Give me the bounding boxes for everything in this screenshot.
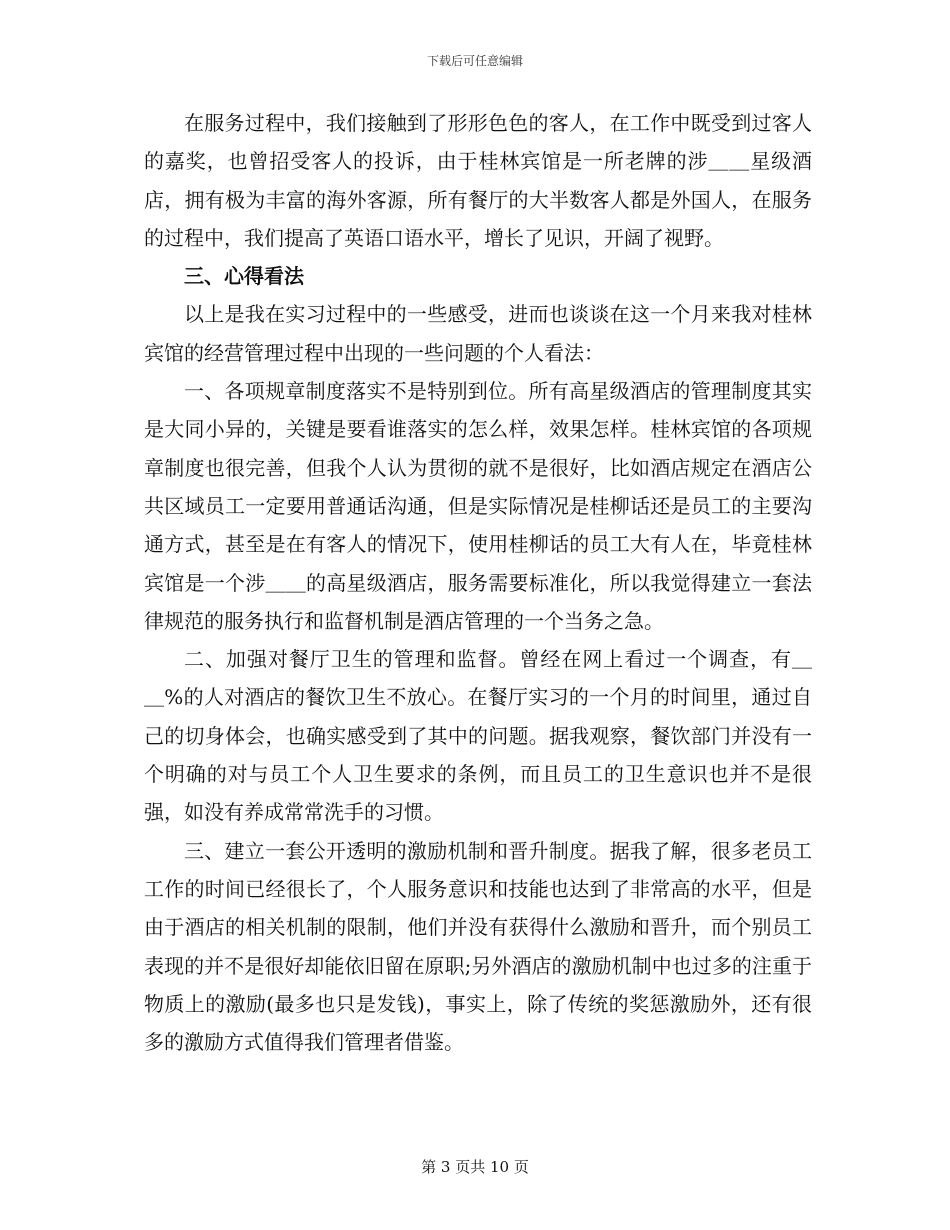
paragraph-incentive-mechanism: 三、建立一套公开透明的激励机制和晋升制度。据我了解，很多老员工工作的时间已经很长了，个人服务意识和技能也达到了非常高的水平，但是由于酒店的相关机制的限制，他们并没有获得什么激励和晋升，而个别员工表现的并不是很好却能依旧留在原职;另外酒店的激励机制中也过多的注重于物质上的激励(最多也只是发钱)，事实上，除了传统的奖惩激励外，还有很多的激励方式值得我们管理者借鉴。 [144,838,812,1055]
paragraph-restaurant-hygiene: 二、加强对餐厅卫生的管理和监督。曾经在网上看过一个调查，有＿＿%的人对酒店的餐饮卫生不放心。在餐厅实习的一个月的时间里，通过自己的切身体会，也确实感受到了其中的问题。据我观察，餐饮部门并没有一个明确的对与员工个人卫生要求的条例，而且员工的卫生意识也并不是很强，如没有养成常常洗手的习惯。 [144,647,812,825]
paragraph-intro-opinions: 以上是我在实习过程中的一些感受，进而也谈谈在这一个月来我对桂林宾馆的经营管理过程中出现的一些问题的个人看法： [144,302,812,365]
document-body [144,104,812,1061]
page-header: 下载后可任意编辑 [426,54,523,68]
paragraph-service-experience: 在服务过程中，我们接触到了形形色色的客人，在工作中既受到过客人的嘉奖，也曾招受客人的投诉，由于桂林宾馆是一所老牌的涉＿＿星级酒店，拥有极为丰富的海外客源，所有餐厅的大半数客人都是外国人，在服务的过程中，我们提高了英语口语水平，增长了见识，开阔了视野。 [144,111,812,250]
page-number-footer: 第 3 页共 10 页 [421,1158,529,1176]
paragraph-rules-implementation: 一、各项规章制度落实不是特别到位。所有高星级酒店的管理制度其实是大同小异的，关键是要看谁落实的怎么样，效果怎样。桂林宾馆的各项规章制度也很完善，但我个人认为贯彻的就不是很好，比如酒店规定在酒店公共区域员工一定要用普通话沟通，但是实际情况是桂柳话还是员工的主要沟通方式，甚至是在有客人的情况下，使用桂柳话的员工大有人在，毕竟桂林宾馆是一个涉＿＿的高星级酒店，服务需要标准化，所以我觉得建立一套法律规范的服务执行和监督机制是酒店管理的一个当务之急。 [144,379,812,633]
section-heading-insights: 三、心得看法 [184,264,304,289]
